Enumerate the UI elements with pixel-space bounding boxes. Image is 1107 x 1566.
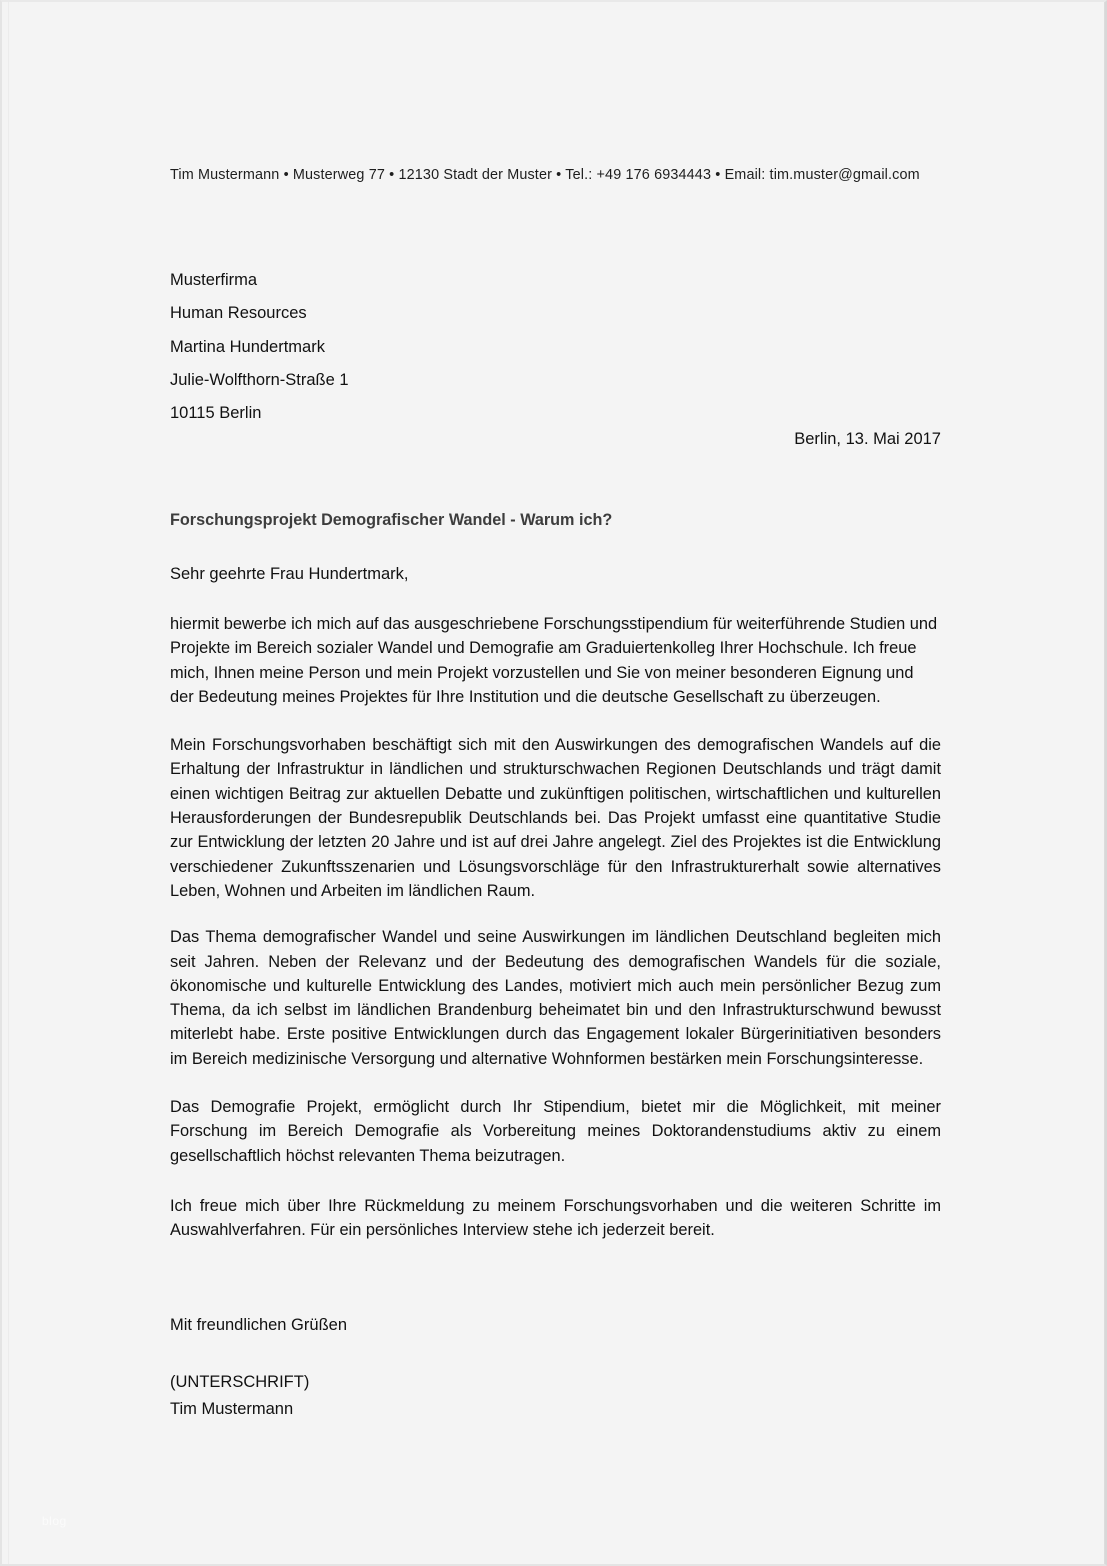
body-paragraph-4: Das Demografie Projekt, ermöglicht durch Ihr Stipendium, bietet mir die Möglichkeit, mit meiner Forschung im Bereich Demografie als Vorbereitung meines Doktorandenstudiums aktiv zu einem gesellschaftlich höchst relevanten Thema beizutragen. [170, 1098, 941, 1165]
recipient-company: Musterfirma [170, 271, 258, 289]
body-paragraph-1: hiermit bewerbe ich mich auf das ausgeschriebene Forschungsstipendium für weiterführende Studien und Projekte im Bereich sozialer Wandel und Demografie am Graduiertenkolleg Ihrer Hochschule. Ich freue mich, Ihnen meine Person und mein Projekt vorzustellen und Sie von meiner besonderen Eignung und der Bedeutung meines Projektes für Ihre Institution und die deutsche Gesellschaft zu überzeugen. [170, 615, 938, 706]
closing-greeting: Mit freundlichen Grüßen [170, 1316, 347, 1334]
sender-address-line: Tim Mustermann • Musterweg 77 • 12130 Stadt der Muster • Tel.: +49 176 6934443 • Email: tim.muster@gmail.com [170, 167, 920, 183]
recipient-department: Human Resources [170, 304, 307, 323]
page-watermark: blog [42, 1514, 67, 1528]
recipient-city: 10115 Berlin [170, 404, 262, 423]
recipient-contact-name: Martina Hundertmark [170, 337, 325, 356]
date-line: Berlin, 13. Mai 2017 [794, 430, 941, 448]
body-paragraph-5: Ich freue mich über Ihre Rückmeldung zu meinem Forschungsvorhaben und die weiteren Schritte im Auswahlverfahren. Für ein persönliches Interview stehe ich jederzeit bereit. [170, 1196, 941, 1240]
subject-line: Forschungsprojekt Demografischer Wandel - Warum ich? [170, 511, 613, 529]
recipient-address-block [170, 264, 670, 430]
recipient-street: Julie-Wolfthorn-Straße 1 [170, 370, 349, 389]
salutation: Sehr geehrte Frau Hundertmark, [170, 565, 409, 583]
signature-block [170, 1369, 942, 1422]
letter-body [170, 612, 941, 1243]
signature-name: Tim Mustermann [170, 1399, 294, 1418]
signature-placeholder: (UNTERSCHRIFT) [170, 1373, 310, 1391]
body-paragraph-2: Mein Forschungsvorhaben beschäftigt sich mit den Auswirkungen des demografischen Wandels auf die Erhaltung der Infrastruktur in ländlichen und strukturschwachen Regionen Deutschlands und trägt damit einen wichtigen Beitrag zur aktuellen Debatte und zukünftigen politischen, wirtschaftlichen und kulturellen Herausforderungen der Bundesrepublik Deutschlands bei. Das Projekt umfasst eine quantitative Studie zur Entwicklung der letzten 20 Jahre und ist auf drei Jahre angelegt. Ziel des Projektes ist die Entwicklung verschiedener Zukunftsszenarien und Lösungsvorschläge für den Infrastrukturerhalt sowie alternatives Leben, Wohnen und Arbeiten im ländlichen Raum. [170, 736, 941, 900]
body-paragraph-3: Das Thema demografischer Wandel und seine Auswirkungen im ländlichen Deutschland begleiten mich seit Jahren. Neben der Relevanz und der Bedeutung des demografischen Wandels für die soziale, ökonomische und kulturelle Entwicklung des Landes, motiviert mich auch mein persönlicher Bezug zum Thema, da ich selbst im ländlichen Brandenburg beheimatet bin und den Infrastrukturschwund bewusst miterlebt habe. Erste positive Entwicklungen durch das Engagement lokaler Bürgerinitiativen besonders im Bereich medizinische Versorgung und alternative Wohnformen bestärken mein Forschungsinteresse. [170, 928, 941, 1068]
